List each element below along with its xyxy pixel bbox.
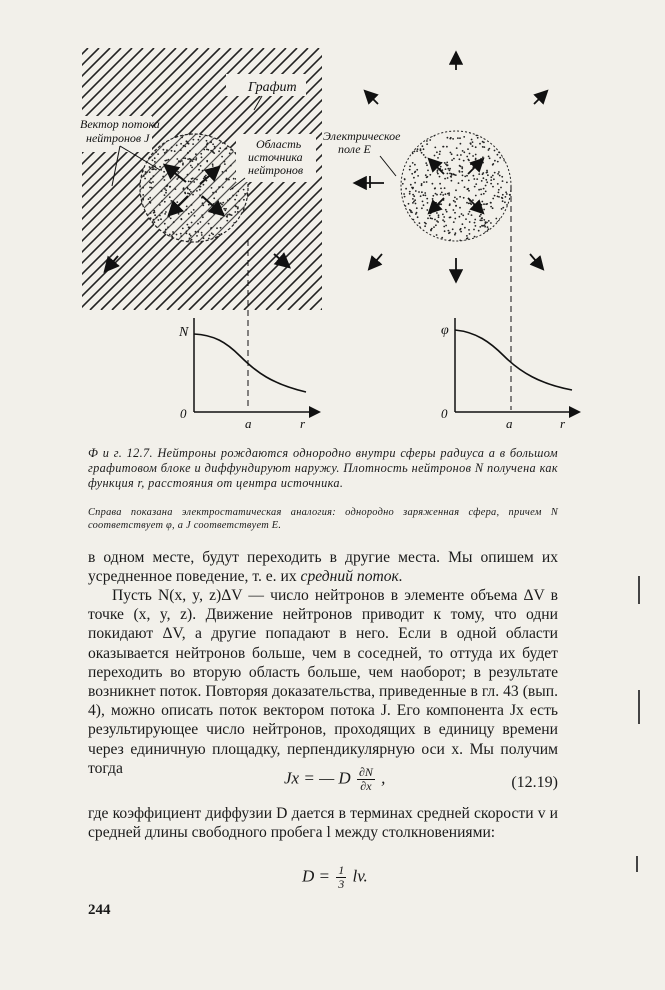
paragraph-3-text: где коэффициент диффузии D дается в терминах средней скорости v и средней длины свободного пробега l между столкновениями: [88,805,558,842]
equation-2-rhs: lv. [352,866,368,886]
equation-2-expression [302,864,368,891]
figure-caption-note: Справа показана электростатическая аналогия: однородно заряженная сфера, причем N соответствует φ, а J соответствует E. [88,507,558,531]
flux-vector-label-2: нейтронов J [86,131,150,145]
paragraph-2 [88,586,558,778]
left-y-label: N [179,325,189,340]
equation-12-19-tail: , [376,768,386,788]
left-x-label: r [300,416,306,431]
margin-mark [638,576,640,604]
fraction-denominator: 3 [338,877,345,891]
figure-12-7 [0,0,665,440]
paragraph-2-text: Пусть N(x, y, z)ΔV — число нейтронов в элементе объема ΔV в точке (x, y, z). Движение нейтронов приводит к тому, что одни покидают ΔV, а другие попадают в него. Если в одной области оказывается нейтронов больше, чем в соседней, то оттуда их будет переходить во вторую область больше, чем наоборот; в результате возникнет поток. Повторяя доказательства, приведенные в гл. 43 (вып. 4), можно описать поток вектором потока J. Его компонента Jx есть результирующее число нейтронов, проходящих в единицу времени через единичную площадку, перпендикулярную оси x. Мы получим тогда [88,587,558,777]
density-curve [194,334,306,392]
flux-vector-label-1: Вектор потока [80,117,160,131]
paragraph-1-text: в одном месте, будут переходить в другие места. Мы опишем их усредненное поведение, т. е. их [88,549,558,586]
equation-12-19-fraction [357,766,375,793]
right-origin: 0 [441,406,448,421]
margin-mark [638,690,640,724]
charged-sphere [401,131,511,241]
left-origin: 0 [180,406,187,421]
right-x-label: r [560,416,566,431]
paragraph-3 [88,804,558,842]
equation-2-fraction [336,864,346,891]
page-number: 244 [88,902,111,918]
margin-mark [636,856,638,872]
right-a-label: a [506,416,513,431]
potential-curve [455,330,572,390]
fraction-numerator: ∂N [358,765,373,779]
figure-caption: Ф и г. 12.7. Нейтроны рождаются однородно внутри сферы радиуса a в большом графитовом блоке и диффундируют наружу. Плотность нейтронов N получена как функция r, расстояния от центра источника. [88,446,558,490]
paragraph-1-emphasis: средний поток. [300,568,403,586]
paragraph-1 [88,548,558,586]
equation-12-19 [88,766,558,806]
equation-number: (12.19) [511,774,558,791]
fraction-numerator: 1 [338,863,345,877]
field-label-2: поле E [338,142,371,156]
graphite-label: Графит [248,80,297,95]
equation-2-lhs: D = [302,866,330,886]
source-region-label-2: источника [248,150,303,164]
equation-12-19-expression [284,766,385,793]
source-region-label-1: Область [256,137,302,151]
left-a-label: a [245,416,252,431]
equation-diffusion-coefficient [88,864,558,904]
field-label-1: Электрическое [323,129,401,143]
equation-12-19-lhs: Jx = — D [284,768,351,788]
right-y-label: φ [441,323,449,338]
right-graph [441,318,578,431]
graphite-block [0,48,660,310]
fraction-denominator: ∂x [360,779,372,793]
source-region-label-3: нейтронов [248,163,304,177]
